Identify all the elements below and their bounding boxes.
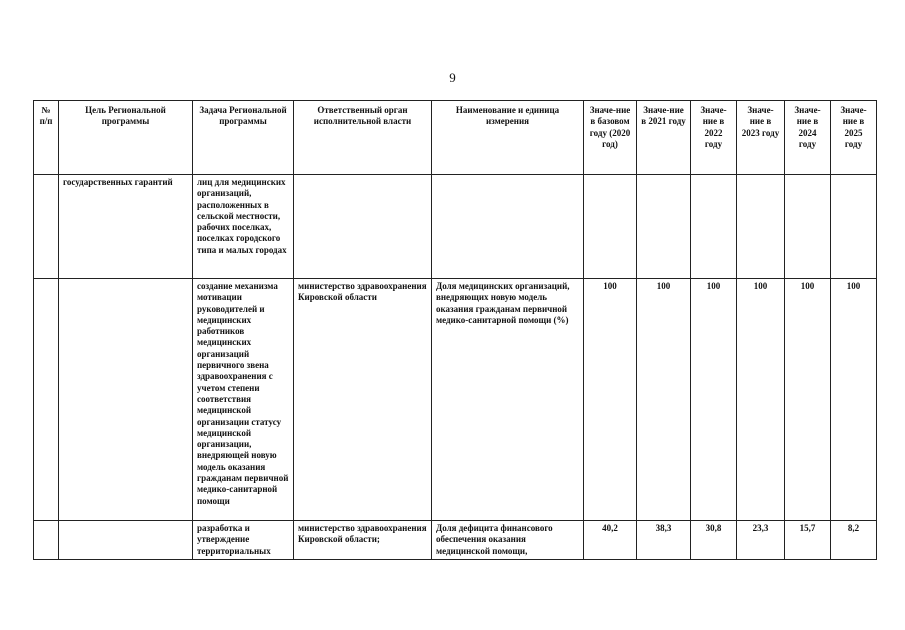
header-2022: Значе-ние в 2022 году — [691, 101, 737, 175]
cell-goal — [59, 279, 193, 521]
cell-authority: министерство здравоохранения Кировской области — [294, 279, 432, 521]
cell-authority: министерство здравоохранения Кировской области; — [294, 521, 432, 560]
cell-authority — [294, 175, 432, 279]
cell-task: создание механизма мотивации руководителей и медицинских работников медицинских организаций первичного звена здравоохранения с учетом степени соответствия медицинской организации статусу медицинской организации, внедряющей новую модель оказания гражданам первичной медико-санитарной помощи — [193, 279, 294, 521]
header-2021: Значе-ние в 2021 году — [637, 101, 691, 175]
cell-2024-value: 100 — [785, 279, 831, 521]
header-goal: Цель Региональной программы — [59, 101, 193, 175]
indicators-table — [33, 100, 877, 560]
page-number: 9 — [449, 70, 456, 85]
cell-task: лиц для медицинских организаций, расположенных в сельской местности, рабочих поселках, поселках городского типа и малых городах — [193, 175, 294, 279]
cell-goal: государственных гарантий — [59, 175, 193, 279]
cell-num — [34, 521, 59, 560]
header-2025: Значе-ние в 2025 году — [831, 101, 877, 175]
header-task: Задача Региональной программы — [193, 101, 294, 175]
cell-num — [34, 175, 59, 279]
header-num: № п/п — [34, 101, 59, 175]
cell-2022-value: 100 — [691, 279, 737, 521]
cell-2023-value: 100 — [737, 279, 785, 521]
cell-num — [34, 279, 59, 521]
header-indicator: Наименование и единица измерения — [432, 101, 584, 175]
cell-2023-value — [737, 175, 785, 279]
cell-goal — [59, 521, 193, 560]
cell-2021-value — [637, 175, 691, 279]
cell-base-value — [584, 175, 637, 279]
table-row — [34, 521, 877, 560]
cell-2022-value — [691, 175, 737, 279]
table-row — [34, 279, 877, 521]
cell-task: разработка и утверждение территориальных — [193, 521, 294, 560]
cell-2025-value: 8,2 — [831, 521, 877, 560]
cell-base-value: 100 — [584, 279, 637, 521]
header-base-year: Значе-ние в базовом году (2020 год) — [584, 101, 637, 175]
cell-2021-value: 38,3 — [637, 521, 691, 560]
table-row — [34, 175, 877, 279]
cell-2021-value: 100 — [637, 279, 691, 521]
header-authority: Ответственный орган исполнительной власти — [294, 101, 432, 175]
cell-2022-value: 30,8 — [691, 521, 737, 560]
cell-2024-value: 15,7 — [785, 521, 831, 560]
cell-2025-value: 100 — [831, 279, 877, 521]
cell-base-value: 40,2 — [584, 521, 637, 560]
cell-indicator — [432, 175, 584, 279]
cell-indicator: Доля медицинских организаций, внедряющих новую модель оказания гражданам первичной медико-санитарной помощи (%) — [432, 279, 584, 521]
cell-indicator: Доля дефицита финансового обеспечения оказания медицинской помощи, — [432, 521, 584, 560]
header-2023: Значе-ние в 2023 году — [737, 101, 785, 175]
cell-2025-value — [831, 175, 877, 279]
header-2024: Значе-ние в 2024 году — [785, 101, 831, 175]
cell-2023-value: 23,3 — [737, 521, 785, 560]
cell-2024-value — [785, 175, 831, 279]
table-header-row — [34, 101, 877, 175]
